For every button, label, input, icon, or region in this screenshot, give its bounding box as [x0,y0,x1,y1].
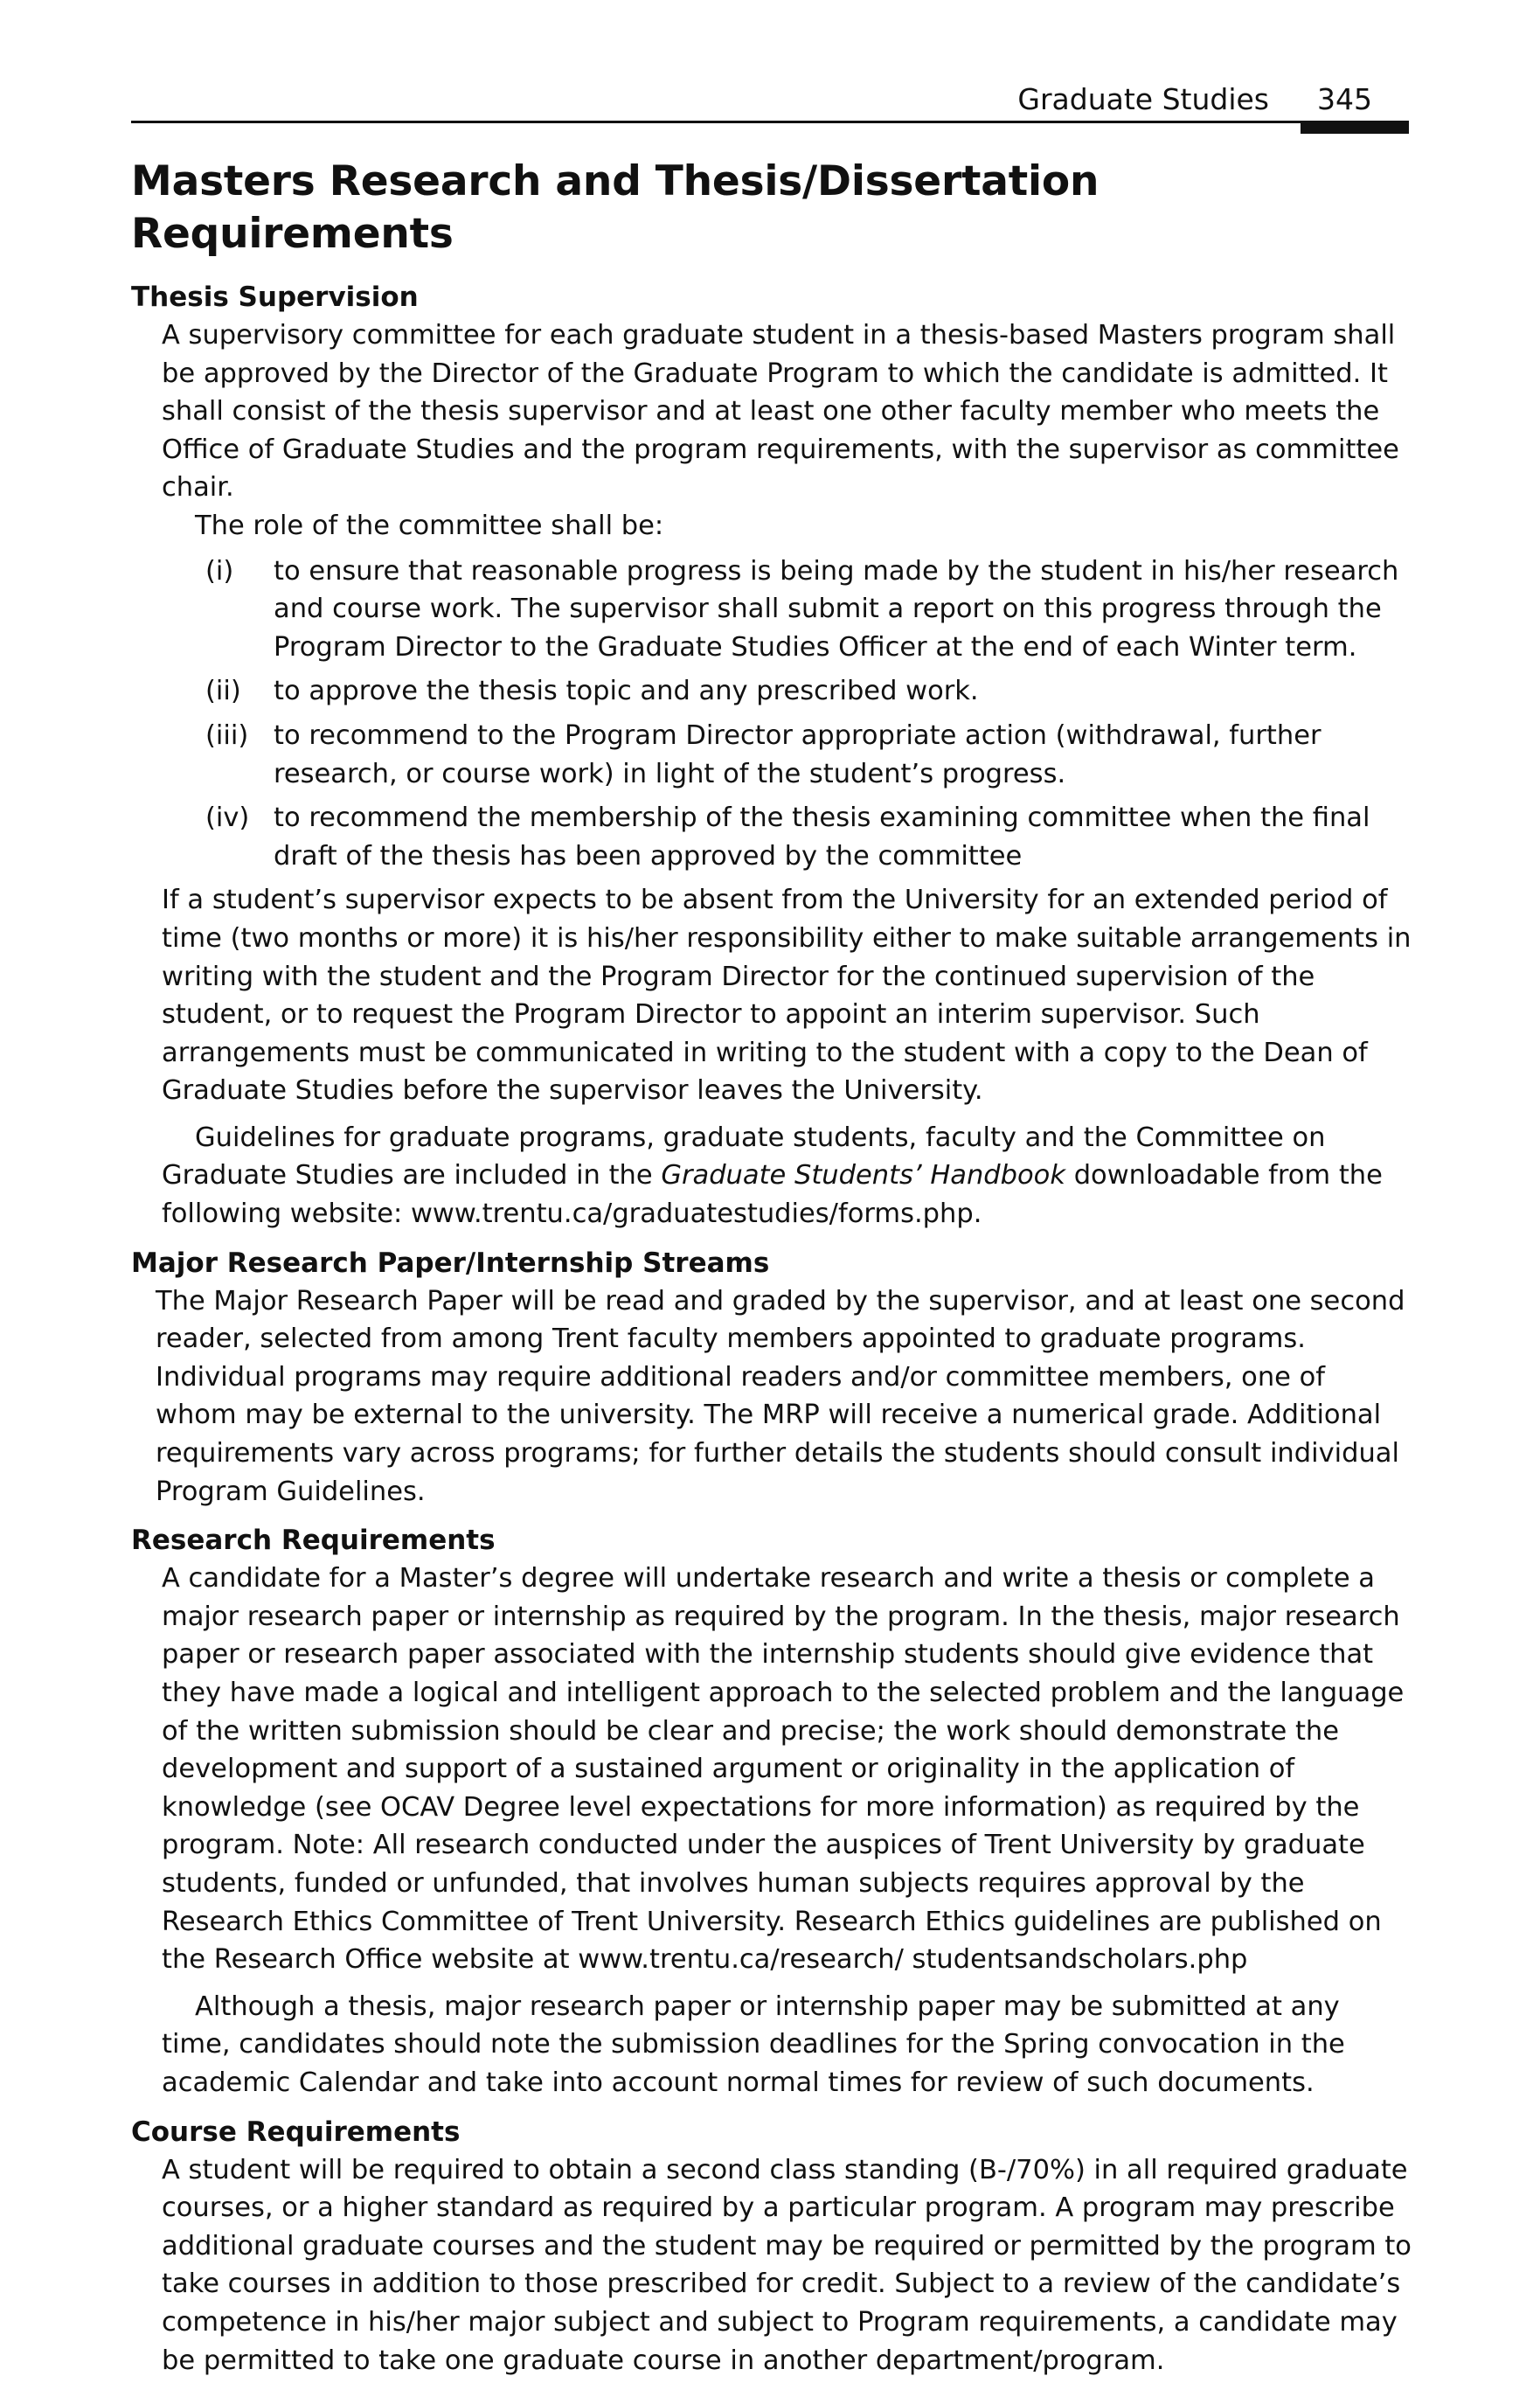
list-item-number: (iv) [205,802,250,834]
paragraph: If a student’s supervisor expects to be absent from the University for an extended period of time (two months or more) it is his/her responsibility either to make suitable arrangements in writing with the student and the Program Director for the continued supervision of the student, or to request the Program Director to appoint an interim supervisor. Such arrangements must be communicated in writing to the student with a copy to the Dean of Graduate Studies before the supervisor leaves the University. [162,885,1412,1107]
list-item [162,672,1412,711]
section-body [131,316,1412,1233]
section-body [131,2151,1412,2380]
list-item [162,799,1412,875]
running-header [131,80,1409,122]
section-heading: Major Research Paper/Internship Streams [131,1247,770,1279]
section-body [131,1282,1412,1511]
list-item [162,717,1412,793]
section-major-research-paper [131,1244,1412,1511]
guidelines-text-end: downloadable from the following website: www.trentu.ca/graduatestudies/forms.php. [162,1160,1383,1230]
handbook-title: Graduate Students’ Handbook [661,1160,1065,1192]
list-item-text: to recommend to the Program Director appropriate action (withdrawal, further research, or course work) in light of the student’s progress. [274,719,1321,789]
section-course-requirements [131,2113,1412,2380]
page-content [131,156,1412,2390]
paragraph-guidelines [162,1119,1412,1233]
paragraph-role-intro: The role of the committee shall be: [195,510,664,541]
list-item-text: to approve the thesis topic and any prescribed work. [274,676,979,707]
list-item-text: to recommend the membership of the thesis examining committee when the final draft of the thesis has been approved by the committee [274,802,1370,872]
header-rule [131,121,1302,123]
list-item-number: (ii) [205,676,241,707]
page-title: Masters Research and Thesis/Dissertation Requirements [131,157,1100,258]
section-body [131,1560,1412,2102]
committee-roles-list [162,552,1412,876]
list-item-number: (i) [205,555,234,587]
section-research-requirements [131,1521,1412,2102]
section-heading: Research Requirements [131,1525,496,1557]
list-item-number: (iii) [205,719,249,751]
page-number: 345 [1317,82,1372,116]
paragraph: A student will be required to obtain a second class standing (B-/70%) in all required graduate courses, or a higher standard as required by a particular program. A program may prescribe additional graduate courses and the student may be required or permitted by the program to take courses in addition to those prescribed for credit. Subject to a review of the candidate’s competence in his/her major subject and subject to Program requirements, a candidate may be permitted to take one graduate course in another department/program. [162,2154,1412,2376]
paragraph: A supervisory committee for each graduate student in a thesis-based Masters program shall be approved by the Director of the Graduate Program to which the candidate is admitted. It shall consist of the thesis supervisor and at least one other faculty member who meets the Office of Graduate Studies and the program requirements, with the supervisor as committee chair. [162,320,1399,504]
section-heading: Thesis Supervision [131,281,419,313]
list-item [162,552,1412,667]
paragraph: A candidate for a Master’s degree will undertake research and write a thesis or complete a major research paper or internship as required by the program. In the thesis, major research paper or research paper associated with the internship students should give evidence that they have made a logical and intelligent approach to the selected problem and the language of the written submission should be clear and precise; the work should demonstrate the development and support of a sustained argument or originality in the application of knowledge (see OCAV Degree level expectations for more information) as required by the program. Note: All research conducted under the auspices of Trent University by graduate students, funded or unfunded, that involves human subjects requires approval by the Research Ethics Committee of Trent University. Research Ethics guidelines are published on the Research Office website at www.trentu.ca/research/ studentsandscholars.php [162,1563,1405,1976]
header-rule-block [1301,121,1409,134]
section-thesis-supervision [131,278,1412,1233]
list-item-text: to ensure that reasonable progress is being made by the student in his/her research and course work. The supervisor shall submit a report on this progress through the Program Director to the Graduate Studies Officer at the end of each Winter term. [274,555,1399,663]
running-header-section: Graduate Studies [1017,82,1269,116]
paragraph: Although a thesis, major research paper or internship paper may be submitted at any time, candidates should note the submission deadlines for the Spring convocation in the academic Calendar and take into account normal times for review of such documents. [162,1991,1345,2098]
section-heading: Course Requirements [131,2116,461,2148]
paragraph: The Major Research Paper will be read and graded by the supervisor, and at least one second reader, selected from among Trent faculty members appointed to graduate programs. Individual programs may require additional readers and/or committee members, one of whom may be external to the university. The MRP will receive a numerical grade. Additional requirements vary across programs; for further details the students should consult individual Program Guidelines. [156,1285,1405,1507]
guidelines-text: Guidelines for graduate programs, graduate students, faculty and the Committee on Graduate Studies are included in the [162,1122,1326,1192]
